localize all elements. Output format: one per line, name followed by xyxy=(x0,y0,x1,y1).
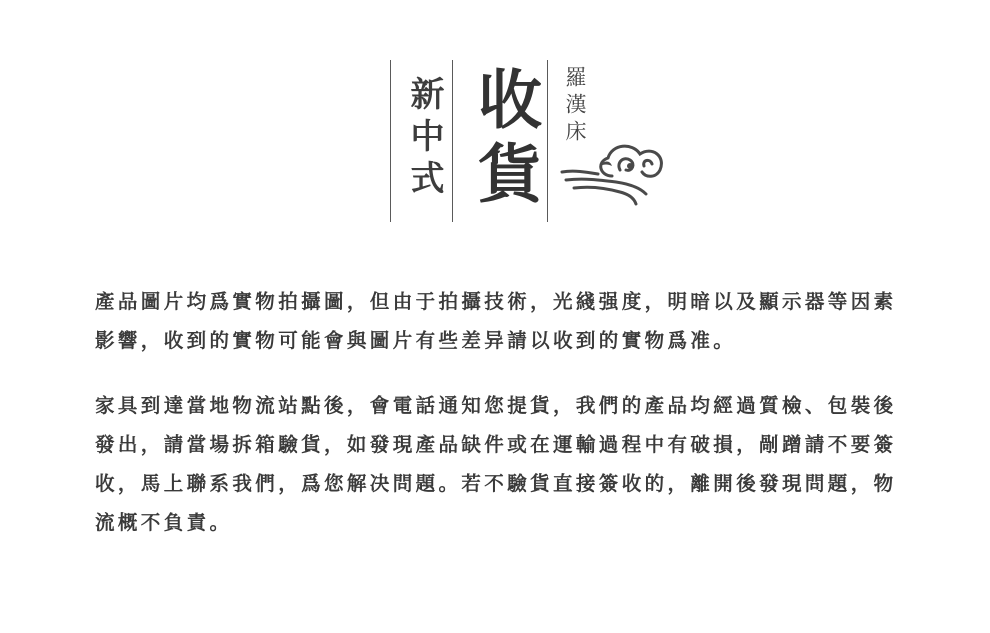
page-title: 收貨 xyxy=(467,66,542,214)
notice-paragraph-1: 產品圖片均爲實物拍攝圖，但由于拍攝技術，光綫强度，明暗以及顯示器等因素影響，收到的實物可能會與圖片有些差异請以收到的實物爲准。 xyxy=(95,290,897,352)
notice-paragraph-2: 家具到達當地物流站點後，會電話通知您提貨，我們的產品均經過質檢、包裝後發出，請當場拆箱驗貨，如發現產品缺件或在運輸過程中有破損，剮蹭請不要簽收，馬上聯系我們，爲您解决問題。若不驗貨直接簽收的，離開後發現問題，物流概不負責。 xyxy=(95,394,897,534)
divider-line-left xyxy=(390,60,391,222)
auspicious-cloud-icon xyxy=(560,136,670,208)
divider-line-right xyxy=(547,60,548,222)
product-label: 羅漢床 xyxy=(563,66,587,147)
style-label: 新中式 xyxy=(404,76,444,202)
divider-line-middle xyxy=(452,60,453,222)
title-block xyxy=(390,58,690,223)
